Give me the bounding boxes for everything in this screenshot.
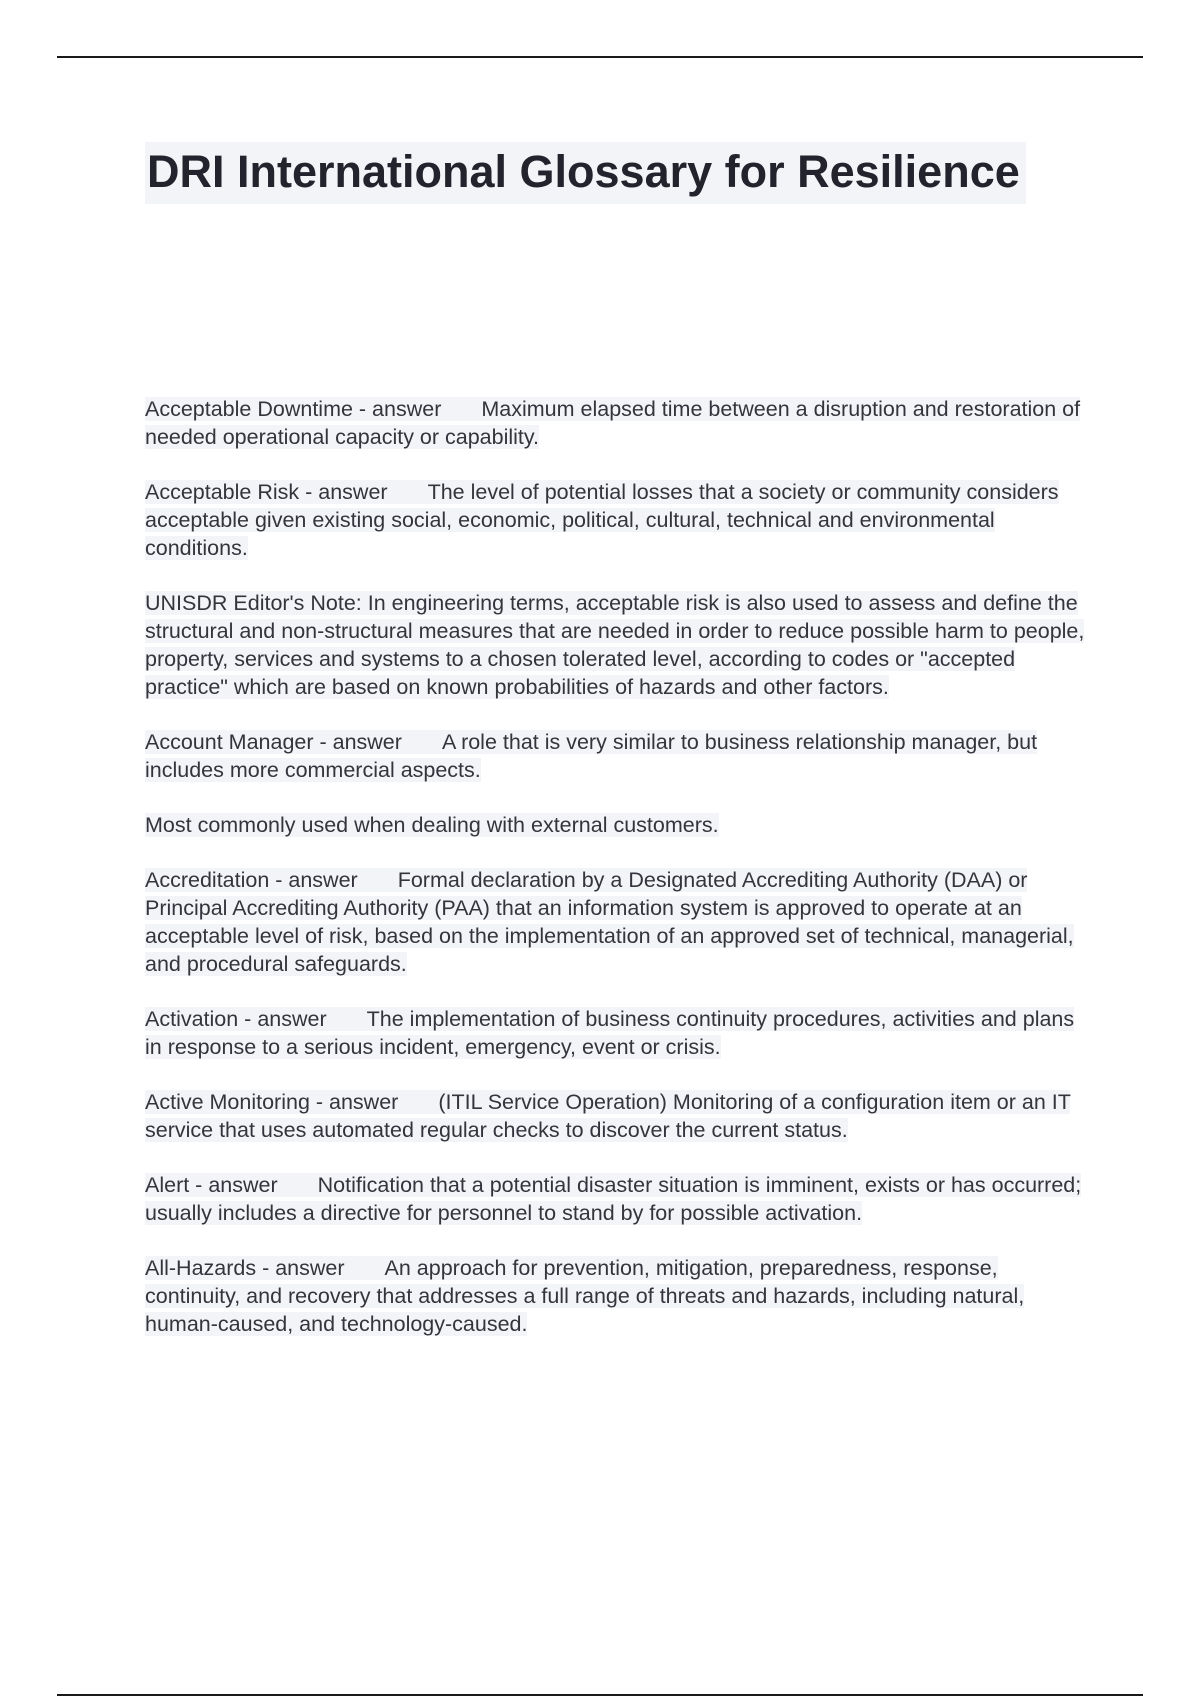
entry-term: Alert - answer [145, 1173, 278, 1197]
note-text: UNISDR Editor's Note: In engineering terms, acceptable risk is also used to assess and define the structural and non-structural measures that are needed in order to reduce possible harm to people, property, services and systems to a chosen tolerated level, according to codes or "accepted practice" which are based on known probabilities of hazards and other factors. [145, 591, 1085, 699]
glossary-entry [145, 1254, 1095, 1338]
entry-term: Active Monitoring - answer [145, 1090, 399, 1114]
glossary-entry [145, 728, 1095, 784]
glossary-entry [145, 1005, 1095, 1061]
glossary-entry [145, 1088, 1095, 1144]
glossary-entry [145, 478, 1095, 562]
entry-definition: An approach for prevention, mitigation, preparedness, response, continuity, and recovery that addresses a full range of threats and hazards, including natural, human-caused, and technology-caused. [145, 1256, 1025, 1336]
entry-term: Acceptable Downtime - answer [145, 397, 442, 421]
glossary-entries [145, 395, 1095, 1365]
entry-definition: Maximum elapsed time between a disruption and restoration of needed operational capacity or capability. [145, 397, 1081, 449]
glossary-note [145, 589, 1095, 701]
document-title: DRI International Glossary for Resilience [145, 142, 1026, 204]
entry-term: Account Manager - answer [145, 730, 402, 754]
entry-term: All-Hazards - answer [145, 1256, 345, 1280]
entry-definition: The level of potential losses that a society or community considers acceptable given existing social, economic, political, cultural, technical and environmental conditions. [145, 480, 1059, 560]
entry-definition: Notification that a potential disaster situation is imminent, exists or has occurred; usually includes a directive for personnel to stand by for possible activation. [145, 1173, 1082, 1225]
entry-term: Activation - answer [145, 1007, 327, 1031]
glossary-entry [145, 395, 1095, 451]
entry-definition: A role that is very similar to business relationship manager, but includes more commercial aspects. [145, 730, 1038, 782]
glossary-entry [145, 866, 1095, 978]
note-text: Most commonly used when dealing with external customers. [145, 813, 719, 837]
header-rule [57, 56, 1143, 58]
entry-term: Acceptable Risk - answer [145, 480, 388, 504]
entry-definition: Formal declaration by a Designated Accrediting Authority (DAA) or Principal Accrediting Authority (PAA) that an information system is approved to operate at an acceptable level of risk, based on the implementation of an approved set of technical, managerial, and procedural safeguards. [145, 868, 1074, 976]
footer-rule [57, 1694, 1143, 1696]
entry-definition: (ITIL Service Operation) Monitoring of a configuration item or an IT service that uses automated regular checks to discover the current status. [145, 1090, 1071, 1142]
glossary-note [145, 811, 1095, 839]
entry-definition: The implementation of business continuity procedures, activities and plans in response to a serious incident, emergency, event or crisis. [145, 1007, 1075, 1059]
glossary-entry [145, 1171, 1095, 1227]
entry-term: Accreditation - answer [145, 868, 358, 892]
